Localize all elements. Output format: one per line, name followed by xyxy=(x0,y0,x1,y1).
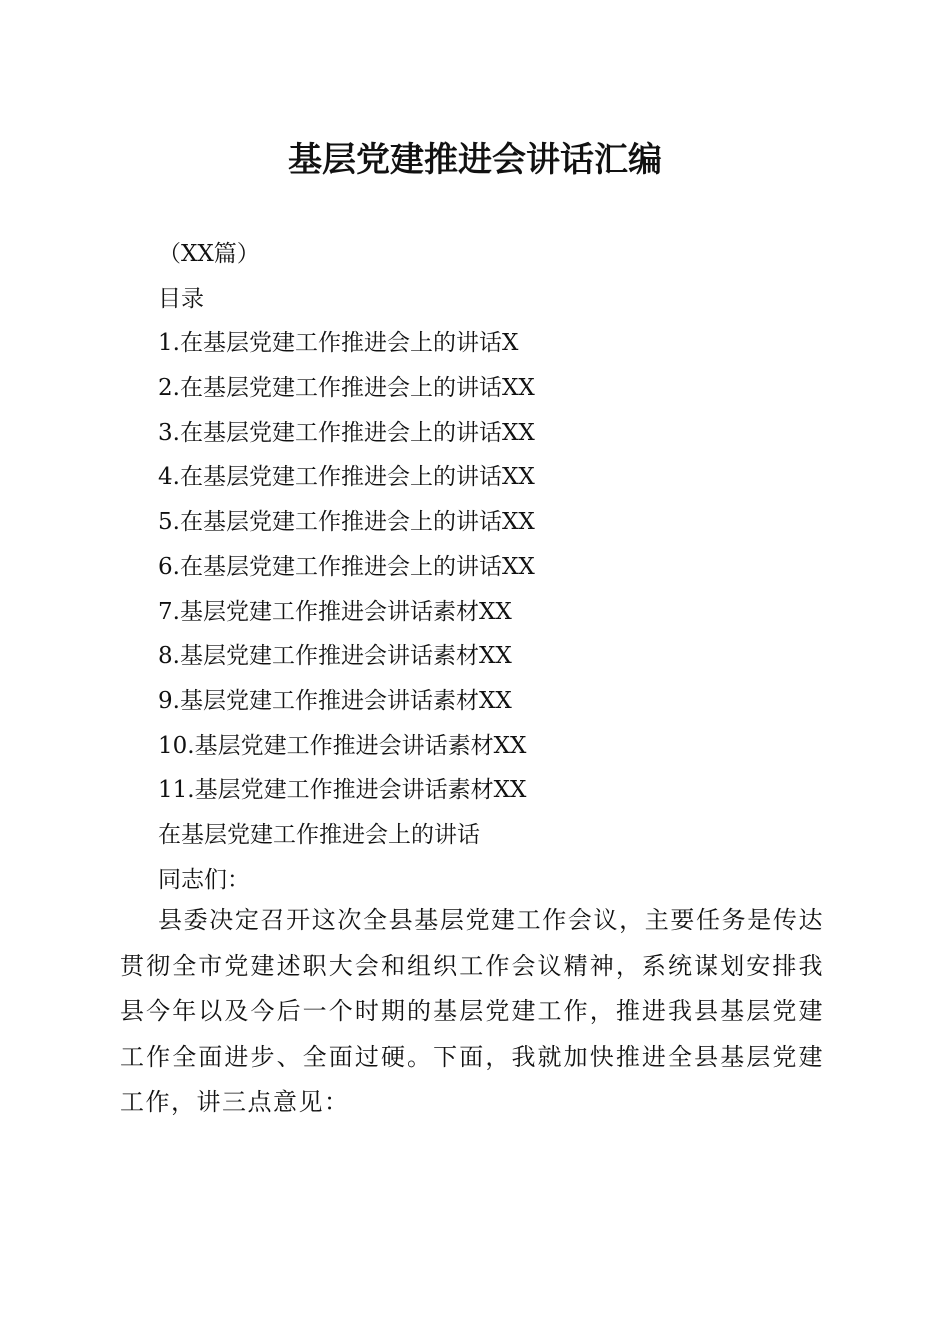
speech-paragraph: 县委决定召开这次全县基层党建工作会议，主要任务是传达贯彻全市党建述职大会和组织工作会议精神，系统谋划安排我县今年以及今后一个时期的基层党建工作，推进我县基层党建工作全面进步、全面过硬。下面，我就加快推进全县基层党建工作，讲三点意见： xyxy=(120,906,824,1116)
toc-item: 3.在基层党建工作推进会上的讲话XX xyxy=(158,419,535,446)
toc-item: 9.基层党建工作推进会讲话素材XX xyxy=(158,687,512,714)
volume-note: （XX篇） xyxy=(158,241,260,267)
toc-item: 2.在基层党建工作推进会上的讲话XX xyxy=(158,375,535,402)
toc-item: 11.基层党建工作推进会讲话素材XX xyxy=(158,777,527,804)
toc-item: 5.在基层党建工作推进会上的讲话XX xyxy=(158,509,535,536)
salutation: 同志们： xyxy=(158,866,250,893)
toc-heading: 目录 xyxy=(158,285,204,312)
document-title: 基层党建推进会讲话汇编 xyxy=(288,140,662,180)
speech-title: 在基层党建工作推进会上的讲话 xyxy=(158,821,480,848)
toc-item: 7.基层党建工作推进会讲话素材XX xyxy=(158,598,512,625)
toc-item: 1.在基层党建工作推进会上的讲话X xyxy=(158,330,519,357)
toc-item: 10.基层党建工作推进会讲话素材XX xyxy=(158,732,527,759)
table-of-contents xyxy=(158,232,858,902)
toc-item: 8.基层党建工作推进会讲话素材XX xyxy=(158,643,512,670)
toc-item: 4.在基层党建工作推进会上的讲话XX xyxy=(158,464,535,491)
toc-item: 6.在基层党建工作推进会上的讲话XX xyxy=(158,553,535,580)
